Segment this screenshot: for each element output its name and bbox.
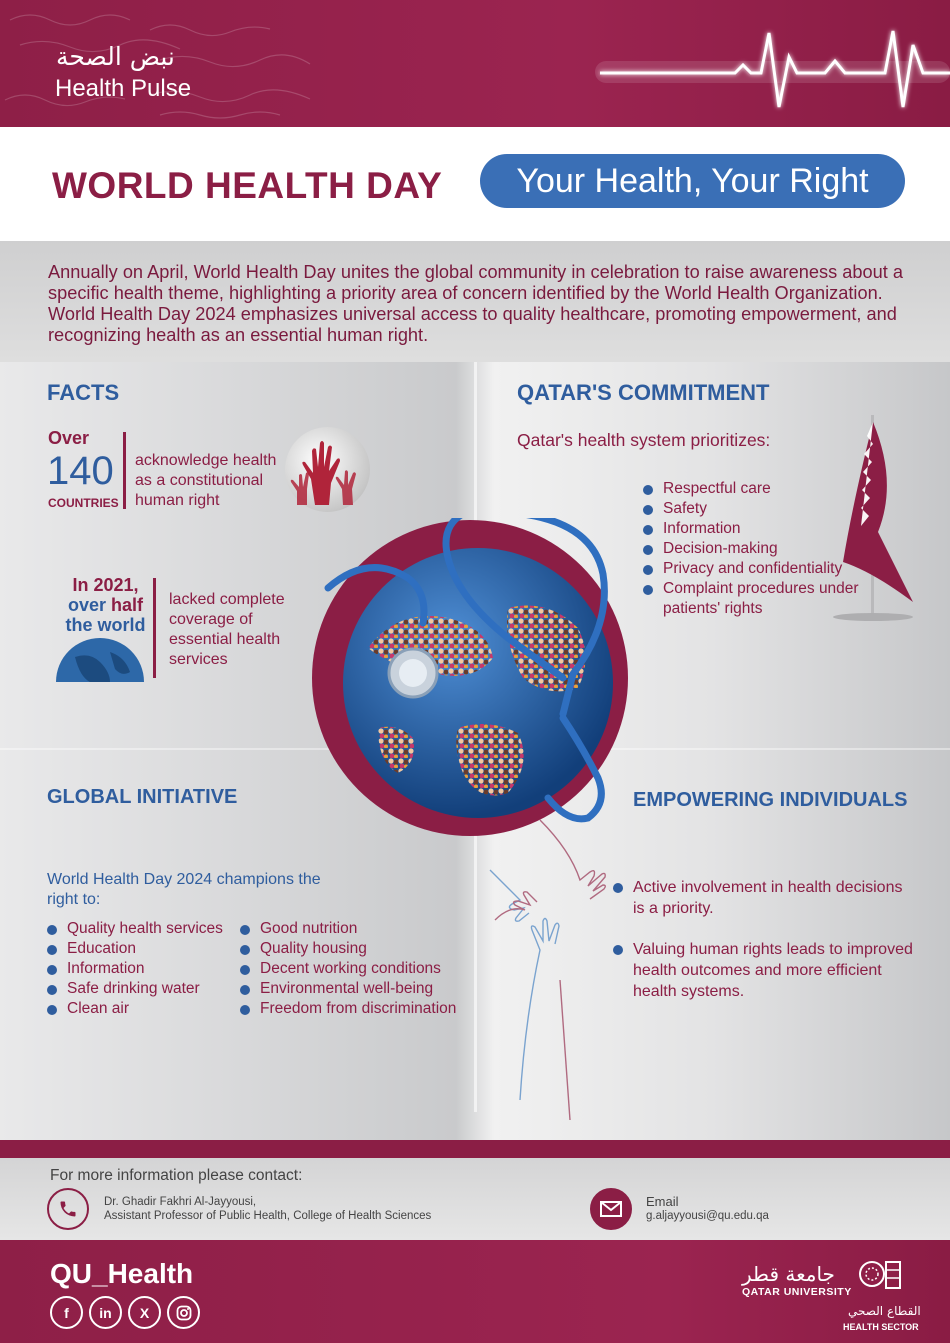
list-item: Complaint procedures under patients' rights [643, 579, 873, 619]
fact1-number: 140 [47, 449, 114, 493]
list-item: Education [47, 939, 247, 959]
brand-arabic: نبض الصحة [56, 42, 175, 71]
university-name-arabic: جامعة قطر [742, 1262, 835, 1286]
rights-list-right [240, 919, 470, 1019]
facebook-icon[interactable]: f [50, 1296, 83, 1329]
email-link[interactable]: g.aljayyousi@qu.edu.qa [646, 1210, 769, 1222]
qatar-flag [820, 410, 930, 625]
list-item: Good nutrition [240, 919, 470, 939]
phone-icon[interactable] [47, 1188, 89, 1230]
globe-icon [55, 637, 145, 682]
theme-badge: Your Health, Your Right [480, 154, 905, 208]
contact-role: Assistant Professor of Public Health, College of Health Sciences [104, 1210, 432, 1222]
list-item: Environmental well-being [240, 979, 470, 999]
list-item: Decent working conditions [240, 959, 470, 979]
list-item: Decision-making [643, 539, 873, 559]
intro-paragraph: Annually on April, World Health Day unites the global community in celebration to raise awareness about a specific health theme, highlighting a priority area of concern identified by the World Health Organization. World Health Day 2024 emphasizes universal access to quality healthcare, promoting empowerment, and recognizing health as an essential human right. [48, 262, 903, 345]
list-item: Valuing human rights leads to improved health outcomes and more efficient health systems. [613, 939, 913, 1002]
global-initiative-title: GLOBAL INITIATIVE [47, 786, 238, 808]
commitment-intro: Qatar's health system prioritizes: [517, 430, 771, 450]
fact1-text: acknowledge health as a constitutional human right [135, 452, 277, 509]
facts-title: FACTS [47, 380, 120, 405]
sector-arabic: القطاع الصحي [848, 1304, 921, 1318]
fact2-separator [153, 578, 156, 678]
x-twitter-icon[interactable]: X [128, 1296, 161, 1329]
empowering-title: EMPOWERING INDIVIDUALS [633, 789, 908, 811]
mail-icon[interactable] [590, 1188, 632, 1230]
brand-english: Health Pulse [55, 75, 192, 102]
list-item: Active involvement in health decisions is a priority. [613, 877, 913, 919]
heartbeat-line [595, 25, 950, 115]
fact2-over: over [67, 595, 111, 615]
fact1-separator [123, 432, 126, 509]
contact-name: Dr. Ghadir Fakhri Al-Jayyousi, [104, 1196, 257, 1208]
list-item: Quality health services [47, 919, 247, 939]
fact2-text: lacked complete coverage of essential health services [169, 591, 285, 668]
raised-hands-icon [285, 427, 370, 512]
university-name-english: QATAR UNIVERSITY [742, 1286, 852, 1298]
list-item: Quality housing [240, 939, 470, 959]
rights-list-left [47, 919, 247, 1019]
university-logo-icon [858, 1258, 903, 1298]
commitment-title: QATAR'S COMMITMENT [517, 380, 770, 405]
list-item: Information [643, 519, 873, 539]
empowering-list [613, 877, 913, 1022]
email-label: Email [646, 1194, 679, 1209]
list-item: Clean air [47, 999, 247, 1019]
list-item: Respectful care [643, 479, 873, 499]
page-title: WORLD HEALTH DAY [52, 165, 443, 206]
fact2-world: the world [65, 615, 146, 635]
fact1-unit: COUNTRIES [48, 496, 119, 510]
list-item: Information [47, 959, 247, 979]
sector-english: HEALTH SECTOR [843, 1322, 919, 1332]
global-intro: World Health Day 2024 champions the right to: [47, 871, 321, 908]
linkedin-icon[interactable]: in [89, 1296, 122, 1329]
globe-illustration [308, 518, 628, 838]
instagram-icon[interactable] [167, 1296, 200, 1329]
contact-heading: For more information please contact: [50, 1167, 303, 1184]
list-item: Safe drinking water [47, 979, 247, 999]
globe-stethoscope-illustration [308, 518, 628, 838]
fact2-year: In 2021, [72, 575, 139, 595]
fact1-over: Over [48, 428, 90, 448]
social-handle: QU_Health [50, 1258, 194, 1289]
list-item: Safety [643, 499, 873, 519]
fact2-half: half [111, 595, 144, 615]
fact2-label [58, 575, 153, 635]
contact-stripe [0, 1140, 950, 1158]
reaching-hands-illustration [480, 800, 620, 1120]
list-item: Freedom from discrimination [240, 999, 470, 1019]
list-item: Privacy and confidentiality [643, 559, 873, 579]
